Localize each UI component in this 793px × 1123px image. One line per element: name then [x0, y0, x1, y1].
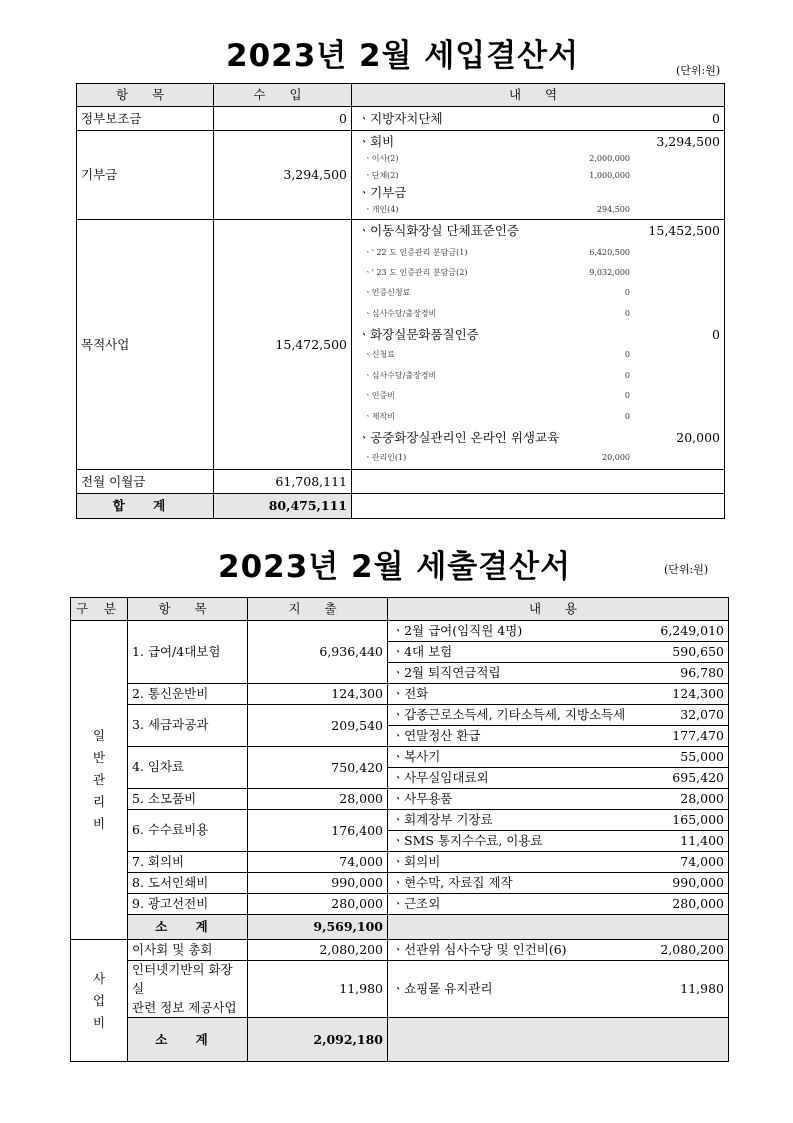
detail-label: ㆍ인증비 — [364, 391, 395, 400]
detail-amount: 28,000 — [680, 791, 724, 807]
expense-row — [71, 747, 729, 789]
general-subtotal-row — [71, 915, 729, 940]
row-amount: 15,472,500 — [214, 220, 352, 470]
detail-amount: 11,400 — [680, 833, 724, 849]
detail-amount: 0 — [624, 350, 630, 359]
detail-label: ㆍ연말정산 환급 — [392, 728, 481, 744]
business-category-char: 업 — [92, 992, 106, 1008]
row-amount: 3,294,500 — [214, 131, 352, 220]
detail-amount: 55,000 — [680, 749, 724, 765]
detail-amount: 74,000 — [680, 854, 724, 870]
expense-item-amount: 74,000 — [248, 852, 388, 873]
expense-item-label-line: 9. 광고선전비 — [132, 895, 209, 911]
expense-item-label — [128, 747, 248, 789]
general-category-char: 리 — [92, 793, 106, 809]
expense-header-spend: 지 출 — [248, 598, 388, 621]
detail-amount: 0 — [624, 412, 630, 421]
expense-item-label-line: 3. 세금과공과 — [132, 717, 209, 733]
expense-item-details — [388, 789, 729, 810]
revenue-header-item: 항 목 — [77, 84, 214, 107]
row-detail — [352, 470, 725, 494]
expense-row — [71, 621, 729, 684]
detail-label: ㆍ인증신청료 — [364, 288, 411, 297]
detail-label: ㆍ관리인(1) — [364, 453, 407, 462]
expense-row — [71, 789, 729, 810]
row-detail — [352, 220, 725, 470]
expense-item-amount: 990,000 — [248, 873, 388, 894]
expense-item-details — [388, 621, 729, 684]
expense-item-amount: 6,936,440 — [248, 621, 388, 684]
general-category-char: 반 — [92, 750, 106, 766]
expense-detail-line — [388, 789, 728, 809]
detail-amount: 20,000 — [602, 453, 630, 462]
expense-item-amount: 750,420 — [248, 747, 388, 789]
expense-item-label-line: 인터넷기반의 화장실 — [132, 962, 233, 996]
expense-item-label-line: 7. 회의비 — [132, 853, 185, 869]
general-category-char: 비 — [92, 815, 106, 831]
subtotal-detail — [388, 1018, 729, 1062]
expense-item-label-line: 5. 소모품비 — [132, 790, 197, 806]
expense-item-details — [388, 873, 729, 894]
detail-label: ㆍ근조외 — [392, 896, 441, 912]
expense-row — [71, 810, 729, 852]
expense-item-details — [388, 852, 729, 873]
expense-detail-line — [388, 810, 728, 831]
revenue-header-income: 수 입 — [214, 84, 352, 107]
subtotal-amount: 9,569,100 — [248, 915, 388, 940]
detail-label: ㆍ이사(2) — [364, 154, 399, 163]
detail-amount: 0 — [624, 371, 630, 380]
detail-amount: 32,070 — [680, 707, 724, 723]
general-category-char: 일 — [92, 728, 106, 744]
expense-header-item: 항 목 — [128, 598, 248, 621]
detail-amount: 6,420,500 — [589, 248, 630, 257]
business-category-cell — [71, 940, 128, 1062]
detail-amount: 2,000,000 — [589, 154, 630, 163]
detail-label: ㆍ단체(2) — [364, 171, 399, 180]
expense-item-amount: 209,540 — [248, 705, 388, 747]
row-amount: 0 — [214, 107, 352, 131]
expense-item-label — [128, 873, 248, 894]
expense-header-content: 내 용 — [388, 598, 729, 621]
expense-detail-line — [388, 852, 728, 872]
detail-label: ㆍ화장실문화품질인증 — [358, 327, 479, 342]
detail-label: ㆍ심사수당/출장경비 — [364, 371, 437, 380]
expense-detail-line — [388, 969, 728, 1009]
expense-item-label — [128, 940, 248, 961]
detail-label: ㆍ' 23 도 인증관리 분담금(2) — [364, 268, 468, 277]
detail-amount: 695,420 — [672, 770, 724, 786]
revenue-row-purpose — [77, 220, 725, 470]
row-label: 목적사업 — [77, 220, 214, 470]
detail-label: ㆍ4대 보험 — [392, 644, 453, 660]
subtotal-label: 소 계 — [128, 1018, 248, 1062]
expense-item-details — [388, 940, 729, 961]
expense-item-amount: 176,400 — [248, 810, 388, 852]
expense-item-label-line: 2. 통신운반비 — [132, 685, 209, 701]
expense-item-label-line: 4. 임차료 — [132, 759, 185, 775]
detail-amount: 20,000 — [676, 430, 720, 445]
detail-label: ㆍ갑종근로소득세, 기타소득세, 지방소득세 — [392, 707, 626, 723]
expense-item-amount: 11,980 — [248, 961, 388, 1018]
detail-amount: 280,000 — [672, 896, 724, 912]
total-detail — [352, 494, 725, 519]
expense-item-details — [388, 705, 729, 747]
expense-row — [71, 684, 729, 705]
revenue-table — [76, 83, 725, 519]
row-label: 정부보조금 — [77, 107, 214, 131]
detail-label: ㆍ회의비 — [392, 854, 441, 870]
detail-label: ㆍ이동식화장실 단체표준인증 — [358, 223, 519, 238]
expense-item-label — [128, 621, 248, 684]
general-category-cell — [71, 621, 128, 940]
expense-item-details — [388, 894, 729, 915]
detail-amount: 0 — [712, 111, 720, 126]
revenue-title: 2023년 2월 세입결산서 — [226, 38, 580, 74]
detail-label: ㆍ쇼핑몰 유지관리 — [392, 981, 493, 997]
detail-label: ㆍ선관위 심사수당 및 인건비(6) — [392, 942, 567, 958]
detail-label: ㆍ회비 — [358, 134, 395, 149]
expense-item-details — [388, 747, 729, 789]
detail-amount: 177,470 — [672, 728, 724, 744]
revenue-unit: (단위:원) — [676, 64, 721, 77]
detail-amount: 0 — [712, 327, 720, 342]
detail-label: ㆍ2월 퇴직연금적립 — [392, 665, 501, 681]
business-category-char: 비 — [92, 1014, 106, 1030]
expense-header-category: 구 분 — [71, 598, 128, 621]
row-label: 기부금 — [77, 131, 214, 220]
detail-amount: 96,780 — [680, 665, 724, 681]
detail-amount: 0 — [624, 288, 630, 297]
detail-amount: 6,249,010 — [660, 623, 724, 639]
expense-item-label — [128, 789, 248, 810]
expense-item-details — [388, 684, 729, 705]
detail-amount: 3,294,500 — [656, 134, 720, 149]
expense-detail-line — [388, 768, 728, 788]
detail-amount: 294,500 — [596, 205, 630, 214]
detail-label: ㆍ복사기 — [392, 749, 441, 765]
revenue-header-row — [77, 84, 725, 107]
detail-label: ㆍ기부금 — [358, 185, 407, 200]
detail-amount: 11,980 — [680, 981, 724, 997]
subtotal-amount: 2,092,180 — [248, 1018, 388, 1062]
business-subtotal-row — [71, 1018, 729, 1062]
subtotal-label: 소 계 — [128, 915, 248, 940]
expense-item-amount: 280,000 — [248, 894, 388, 915]
detail-amount: 165,000 — [672, 812, 724, 828]
expense-item-amount: 2,080,200 — [248, 940, 388, 961]
detail-label: ㆍ2월 급여(임직원 4명) — [392, 623, 523, 639]
expense-detail-line — [388, 705, 728, 726]
revenue-row-subsidy — [77, 107, 725, 131]
expense-item-label-line: 6. 수수료비용 — [132, 822, 209, 838]
expense-item-amount: 124,300 — [248, 684, 388, 705]
revenue-row-donation — [77, 131, 725, 220]
detail-label: ㆍ현수막, 자료집 제작 — [392, 875, 513, 891]
row-label: 전월 이월금 — [77, 470, 214, 494]
row-amount: 61,708,111 — [214, 470, 352, 494]
detail-label: ㆍ심사수당/출장경비 — [364, 309, 437, 318]
expense-table — [70, 597, 729, 1062]
revenue-row-carryover — [77, 470, 725, 494]
detail-label: ㆍSMS 통지수수료, 이용료 — [392, 833, 543, 849]
expense-unit: (단위:원) — [664, 563, 709, 576]
expense-item-label-line: 이사회 및 총회 — [132, 941, 213, 957]
expense-detail-line — [388, 621, 728, 642]
detail-label: ㆍ사무용품 — [392, 791, 453, 807]
expense-row — [71, 940, 729, 961]
revenue-total-row — [77, 494, 725, 519]
expense-item-label-line: 8. 도서인쇄비 — [132, 874, 209, 890]
expense-detail-line — [388, 894, 728, 914]
expense-title: 2023년 2월 세출결산서 — [218, 549, 572, 585]
detail-label: ㆍ개인(4) — [364, 205, 399, 214]
detail-label: ㆍ' 22 도 인증관리 분담금(1) — [364, 248, 468, 257]
expense-item-label — [128, 894, 248, 915]
detail-label: ㆍ전화 — [392, 686, 429, 702]
expense-item-details — [388, 810, 729, 852]
detail-label: ㆍ제작비 — [364, 412, 395, 421]
general-category-char: 관 — [92, 772, 106, 788]
expense-row — [71, 894, 729, 915]
detail-amount: 1,000,000 — [589, 171, 630, 180]
detail-label: ㆍ사무실임대료외 — [392, 770, 489, 786]
detail-amount: 590,650 — [672, 644, 724, 660]
business-category-char: 사 — [92, 970, 106, 986]
expense-row — [71, 873, 729, 894]
detail-amount: 0 — [624, 309, 630, 318]
expense-detail-line — [388, 873, 728, 893]
expense-row — [71, 705, 729, 747]
expense-item-label — [128, 810, 248, 852]
expense-item-label — [128, 961, 248, 1018]
expense-item-label — [128, 852, 248, 873]
detail-amount: 124,300 — [672, 686, 724, 702]
expense-detail-line — [388, 663, 728, 683]
expense-detail-line — [388, 747, 728, 768]
total-amount: 80,475,111 — [214, 494, 352, 519]
row-detail — [352, 107, 725, 131]
expense-item-label — [128, 684, 248, 705]
detail-amount: 15,452,500 — [648, 223, 720, 238]
expense-detail-line — [388, 642, 728, 663]
detail-label: ㆍ회계장부 기장료 — [392, 812, 493, 828]
detail-amount: 990,000 — [672, 875, 724, 891]
expense-detail-line — [388, 726, 728, 746]
expense-item-label — [128, 705, 248, 747]
expense-header-row — [71, 598, 729, 621]
detail-amount: 9,032,000 — [589, 268, 630, 277]
detail-label: ㆍ지방자치단체 — [358, 111, 443, 126]
expense-detail-line — [388, 940, 728, 960]
detail-amount: 2,080,200 — [660, 942, 724, 958]
row-detail — [352, 131, 725, 220]
revenue-header-detail: 내 역 — [352, 84, 725, 107]
expense-detail-line — [388, 684, 728, 704]
expense-item-label-line: 관련 정보 제공사업 — [132, 999, 237, 1015]
expense-row — [71, 961, 729, 1018]
expense-item-label-line: 1. 급여/4대보험 — [132, 643, 221, 659]
expense-item-details — [388, 961, 729, 1018]
expense-item-amount: 28,000 — [248, 789, 388, 810]
detail-label: ㆍ공중화장실관리인 온라인 위생교육 — [358, 430, 560, 445]
expense-row — [71, 852, 729, 873]
detail-amount: 0 — [624, 391, 630, 400]
detail-label: ㆍ신청료 — [364, 350, 395, 359]
total-label: 합 계 — [77, 494, 214, 519]
subtotal-detail — [388, 915, 729, 940]
expense-detail-line — [388, 831, 728, 851]
